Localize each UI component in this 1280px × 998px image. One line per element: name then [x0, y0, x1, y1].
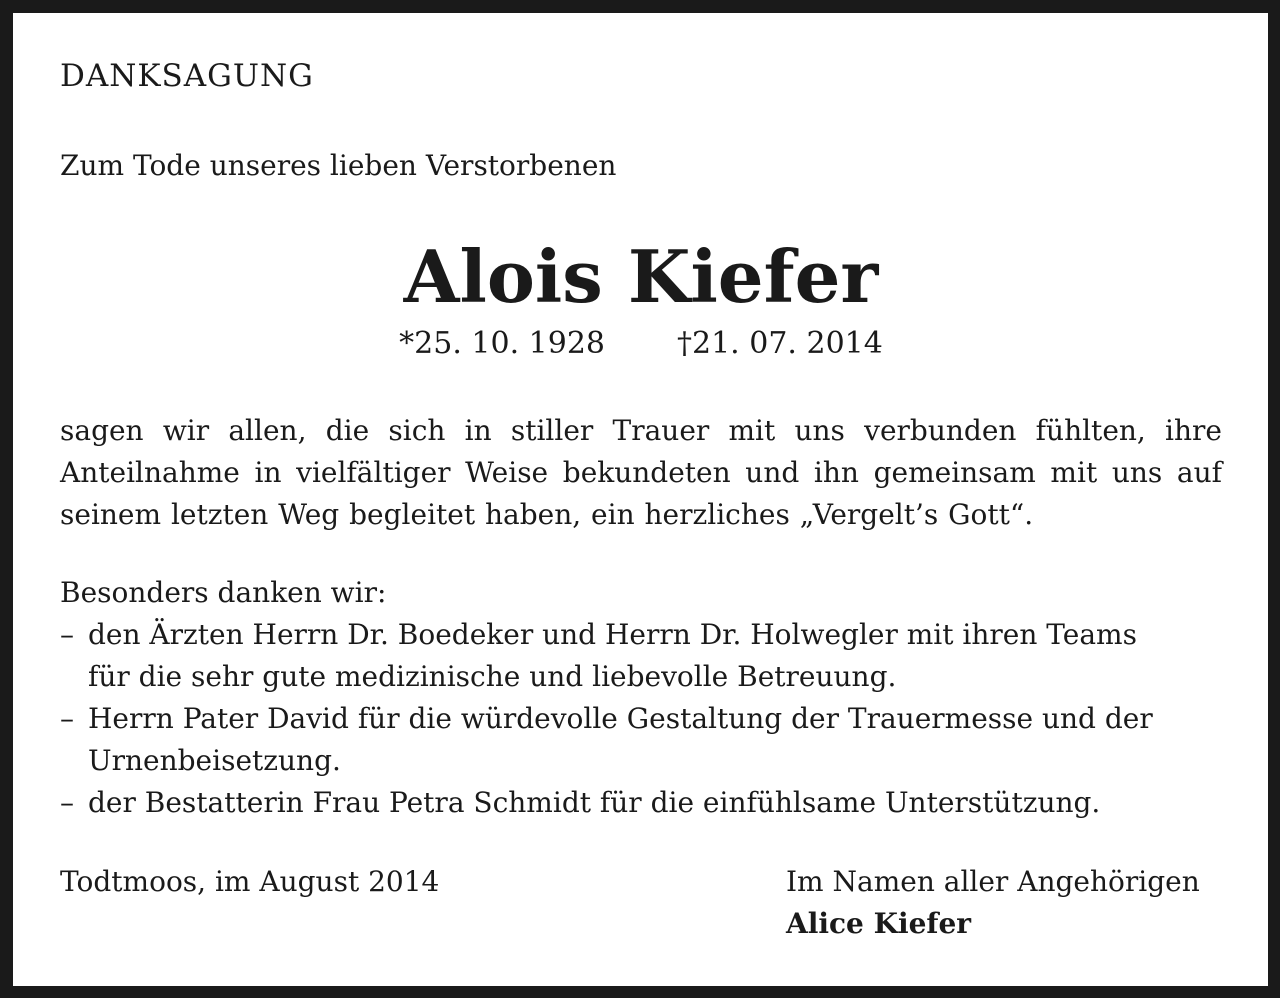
intro-line: Zum Tode unseres lieben Verstorbenen [60, 149, 617, 182]
thanks-paragraph: sagen wir allen, die sich in stiller Trauer mit uns verbunden fühlten, ihre Anteilnahme in vielfältiger Weise bekundeten und ihn gemeinsam mit uns auf seinem letzten Weg begleitet haben, ein herzliches „Vergelt’s Gott“. [60, 414, 1222, 531]
death-date: †21. 07. 2014 [677, 326, 883, 361]
dash-bullet: – [60, 618, 74, 651]
birth-date: *25. 10. 1928 [399, 326, 605, 361]
obituary-thank-you-notice [60, 0, 1222, 998]
signoff-line: Im Namen aller Angehörigen [786, 865, 1200, 898]
place-and-date: Todtmoos, im August 2014 [60, 865, 440, 898]
special-thanks-title: Besonders danken wir: [60, 576, 387, 609]
signer-name: Alice Kiefer [786, 907, 972, 940]
deceased-name: Alois Kiefer [403, 234, 879, 319]
list-item-line: für die sehr gute medizinische und liebevolle Betreuung. [88, 660, 897, 693]
list-item-line: der Bestatterin Frau Petra Schmidt für die einfühlsame Unterstützung. [88, 786, 1101, 819]
signoff-block [786, 861, 1200, 945]
special-thanks-list [60, 614, 1222, 824]
dash-bullet: – [60, 702, 74, 735]
dash-bullet: – [60, 786, 74, 819]
list-item [60, 782, 1222, 824]
notice-heading: DANKSAGUNG [60, 58, 314, 94]
life-dates [60, 324, 1222, 364]
list-item [60, 614, 1222, 698]
list-item [60, 698, 1222, 782]
list-item-line: den Ärzten Herrn Dr. Boedeker und Herrn Dr. Holwegler mit ihren Teams [88, 618, 1137, 651]
list-item-line: Herrn Pater David für die würdevolle Gestaltung der Trauermesse und der [88, 702, 1153, 735]
list-item-line: Urnenbeisetzung. [88, 744, 341, 777]
